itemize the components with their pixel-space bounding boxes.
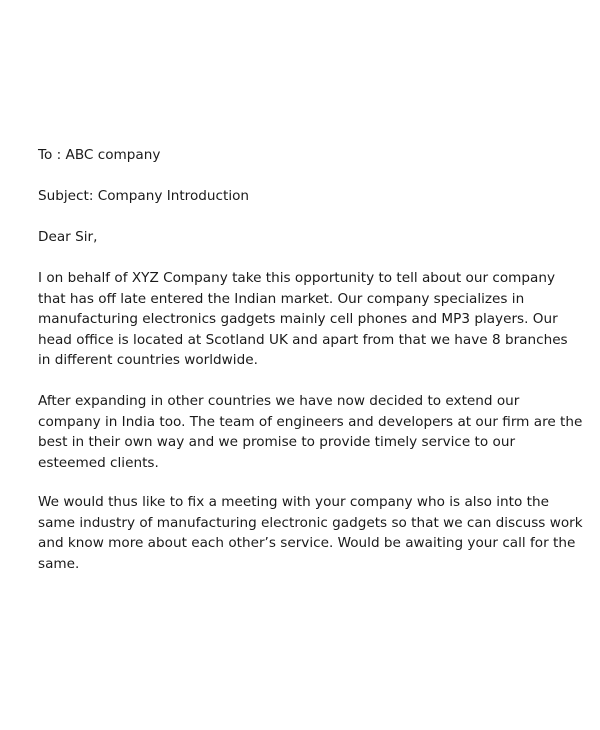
subject-line: Subject: Company Introduction xyxy=(38,188,250,204)
body-paragraph-2 xyxy=(38,391,583,473)
paragraph-line: esteemed clients. xyxy=(38,454,159,471)
paragraph-line: We would thus like to fix a meeting with your company who is also into the xyxy=(38,494,549,510)
paragraph-line: that has off late entered the Indian market. Our company specializes in xyxy=(38,290,525,307)
paragraph-line: and know more about each other’s service. Would be awaiting your call for the xyxy=(38,535,576,551)
paragraph-line: in different countries worldwide. xyxy=(38,352,258,368)
paragraph-line: same industry of manufacturing electronic gadgets so that we can discuss work xyxy=(38,514,583,531)
paragraph-line: same. xyxy=(38,555,80,572)
paragraph-line: best in their own way and we promise to provide timely service to our xyxy=(38,434,516,450)
paragraph-line: After expanding in other countries we have now decided to extend our xyxy=(38,393,520,409)
body-paragraph-1 xyxy=(38,268,578,371)
paragraph-line: head office is located at Scotland UK and apart from that we have 8 branches xyxy=(38,331,568,348)
paragraph-line: manufacturing electronics gadgets mainly cell phones and MP3 players. Our xyxy=(38,311,558,327)
recipient-line: To : ABC company xyxy=(38,147,161,163)
body-paragraph-3 xyxy=(38,492,583,574)
salutation: Dear Sir, xyxy=(38,229,98,245)
paragraph-line: company in India too. The team of engineers and developers at our firm are the xyxy=(38,413,583,430)
paragraph-line: I on behalf of XYZ Company take this opportunity to tell about our company xyxy=(38,270,556,286)
